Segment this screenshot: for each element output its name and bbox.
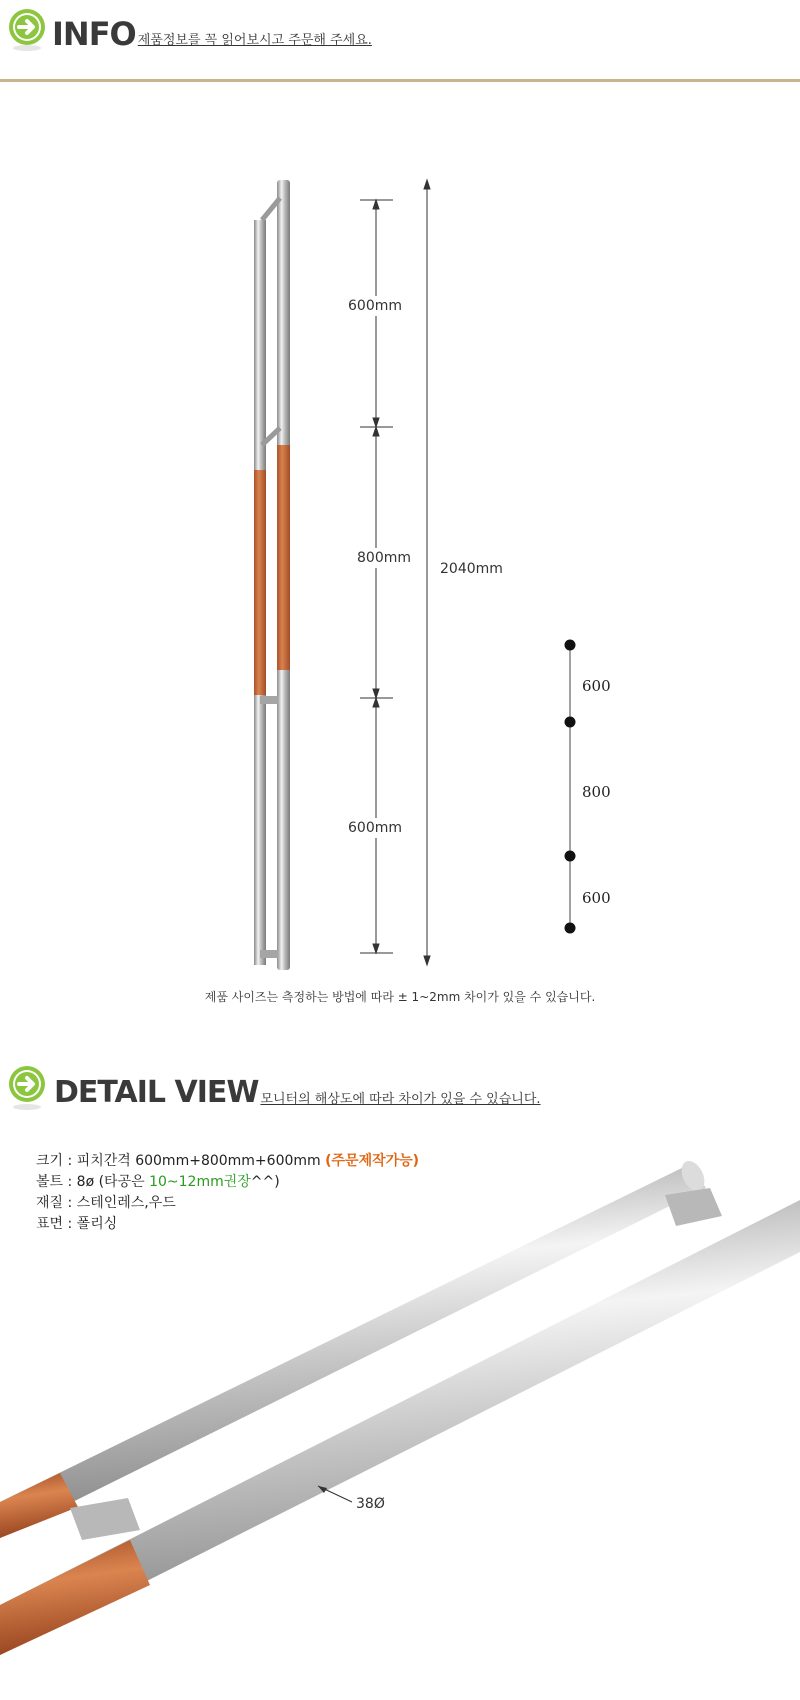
spec-size: 크기 : 피치간격 600mm+800mm+600mm (주문제작가능): [36, 1153, 420, 1169]
bolt-label-bottom: 600: [582, 889, 611, 907]
dim-bottom-600: 600mm: [348, 820, 402, 836]
info-subtitle: 제품정보를 꼭 읽어보시고 주문해 주세요.: [137, 33, 372, 48]
spec-finish: 표면 : 폴리싱: [36, 1216, 118, 1232]
spec-list: [36, 1151, 419, 1235]
dim-top-600: 600mm: [348, 298, 402, 314]
custom-order-note: (주문제작가능): [325, 1153, 420, 1169]
detail-subtitle: 모니터의 해상도에 따라 차이가 있을 수 있습니다.: [260, 1092, 541, 1107]
dim-middle-800: 800mm: [357, 550, 411, 566]
header-divider: [0, 79, 800, 82]
spec-bolt: 볼트 : 8ø (타공은 10~12mm권장^^): [36, 1174, 280, 1190]
bolt-label-top: 600: [582, 677, 611, 695]
detail-title: DETAIL VIEW: [54, 1075, 259, 1110]
info-header: [8, 8, 372, 52]
dim-total-2040: 2040mm: [440, 561, 503, 577]
detail-header: [8, 1065, 541, 1111]
size-note: 제품 사이즈는 측정하는 방법에 따라 ± 1~2mm 차이가 있을 수 있습니다.: [204, 990, 596, 1004]
bolt-label-middle: 800: [582, 783, 611, 801]
dimension-lines: [345, 165, 445, 975]
handle-drawing: [250, 170, 310, 970]
arrow-right-circle-icon: [8, 8, 46, 52]
info-title: INFO: [52, 15, 136, 53]
diameter-label: 38Ø: [356, 1496, 385, 1512]
bolt-pitch-diagram: [560, 635, 580, 935]
bolt-recommendation: 10~12mm권장: [149, 1174, 251, 1190]
arrow-right-circle-icon: [8, 1065, 46, 1111]
spec-material: 재질 : 스테인레스,우드: [36, 1195, 176, 1211]
